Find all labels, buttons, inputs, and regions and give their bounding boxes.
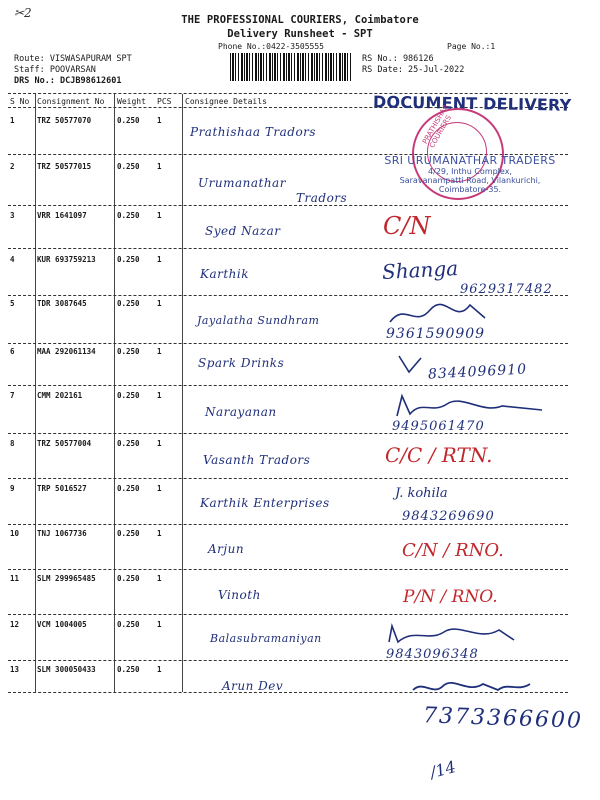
row-divider (8, 343, 568, 344)
row-sno: 9 (10, 484, 15, 493)
row-consignee: Arun Dev (222, 679, 284, 693)
row-sno: 13 (10, 665, 20, 674)
column-divider (114, 94, 115, 692)
row-consignee: Balasubramaniyan (210, 632, 322, 645)
table-bottom-rule (8, 692, 568, 693)
row-consignee: Urumanathar (198, 176, 286, 190)
row-pcs: 1 (157, 211, 162, 220)
phone-number: Phone No.:0422-3505555 (218, 42, 324, 51)
row-consignee: Vinoth (218, 588, 261, 602)
row-divider (8, 433, 568, 434)
row-divider (8, 385, 568, 386)
row-consignment: TRZ 50577004 (37, 439, 92, 448)
signature-scribble (384, 622, 524, 648)
row-weight: 0.250 (117, 116, 140, 125)
row-pcs: 1 (157, 574, 162, 583)
row-pcs: 1 (157, 162, 162, 171)
row-weight: 0.250 (117, 211, 140, 220)
row-pcs: 1 (157, 439, 162, 448)
signature-scribble (395, 352, 425, 376)
column-divider (35, 94, 36, 692)
row-divider (8, 478, 568, 479)
row-consignment: TDR 3087645 (37, 299, 87, 308)
row-sno: 12 (10, 620, 20, 629)
row-remark: C/N (383, 212, 431, 240)
barcode (230, 53, 352, 81)
row-consignment: SLM 300050433 (37, 665, 96, 674)
column-divider (182, 94, 183, 692)
row-signature: Shanga (381, 256, 459, 284)
row-consignee: Spark Drinks (198, 356, 285, 370)
row-weight: 0.250 (117, 529, 140, 538)
rs-date: RS Date: 25-Jul-2022 (362, 65, 465, 75)
courier-round-stamp-text: PRATHISHAA COURIERS (421, 103, 454, 150)
row-consignment: SLM 299965485 (37, 574, 96, 583)
row-phone: 9629317482 (460, 282, 553, 297)
row-consignment: CMM 202161 (37, 391, 83, 400)
row-consignee: Narayanan (205, 405, 277, 419)
row-weight: 0.250 (117, 574, 140, 583)
row-phone: 8344096910 (427, 361, 528, 383)
row-pcs: 1 (157, 529, 162, 538)
row-remark: C/C / RTN. (385, 443, 493, 467)
row-consignee: Karthik Enterprises (200, 496, 330, 510)
row-weight: 0.250 (117, 255, 140, 264)
row-pcs: 1 (157, 620, 162, 629)
rs-number: RS No.: 986126 (362, 54, 434, 64)
row-divider (8, 248, 568, 249)
row-consignment: MAA 292061134 (37, 347, 96, 356)
row-divider (8, 524, 568, 525)
col-consignment-header: Consignment No (37, 97, 105, 106)
row-pcs: 1 (157, 665, 162, 674)
bottom-handwritten-mark: /14 (427, 756, 458, 783)
row-consignee: Syed Nazar (205, 224, 281, 238)
page-title: THE PROFESSIONAL COURIERS, Coimbatore (181, 14, 419, 26)
row-consignment: KUR 693759213 (37, 255, 96, 264)
staff-field: Staff: POOVARSAN (14, 65, 96, 75)
page-number: Page No.:1 (447, 42, 496, 51)
col-weight-header: Weight (117, 97, 146, 106)
row-consignment: VRR 1641097 (37, 211, 87, 220)
row-phone: 9495061470 (392, 419, 485, 434)
col-pcs-header: PCS (157, 97, 172, 106)
row-divider (8, 660, 568, 661)
row-phone: 7373366600 (422, 703, 584, 734)
row-weight: 0.250 (117, 299, 140, 308)
row-consignment: VCM 1004005 (37, 620, 87, 629)
company-address-line2: Saravanampatti Road, Vilankurichi, (399, 176, 541, 185)
row-pcs: 1 (157, 484, 162, 493)
row-weight: 0.250 (117, 162, 140, 171)
row-pcs: 1 (157, 391, 162, 400)
row-consignee: Karthik (200, 267, 250, 281)
row-sno: 6 (10, 347, 15, 356)
row-phone: 9843096348 (386, 647, 479, 662)
row-weight: 0.250 (117, 439, 140, 448)
row-consignment: TNJ 1067736 (37, 529, 87, 538)
route-field: Route: VISWASAPURAM SPT (14, 54, 132, 64)
row-consignee: Prathishaa Tradors (190, 125, 317, 139)
row-phone: 9843269690 (402, 509, 495, 524)
col-sno-header: S No (10, 97, 30, 106)
row-sno: 4 (10, 255, 15, 264)
row-weight: 0.250 (117, 665, 140, 674)
row-phone: 9361590909 (386, 326, 486, 342)
company-address-stamp (374, 154, 566, 206)
row-weight: 0.250 (117, 484, 140, 493)
row-weight: 0.250 (117, 620, 140, 629)
row-remark: P/N / RNO. (403, 587, 498, 607)
drs-number: DRS No.: DCJB98612601 (14, 76, 122, 86)
row-pcs: 1 (157, 116, 162, 125)
row-weight: 0.250 (117, 391, 140, 400)
page-subtitle: Delivery Runsheet - SPT (227, 28, 373, 40)
row-pcs: 1 (157, 299, 162, 308)
row-divider (8, 569, 568, 570)
document-delivery-stamp: DOCUMENT DELIVERY (372, 92, 572, 115)
row-sno: 10 (10, 529, 20, 538)
company-address-line3: Coimbatore-35. (438, 185, 502, 194)
row-consignee-line2: Tradors (296, 191, 348, 205)
row-pcs: 1 (157, 347, 162, 356)
row-consignee: Jayalatha Sundhram (197, 314, 320, 327)
row-sno: 2 (10, 162, 15, 171)
row-signature: J. kohila (395, 486, 448, 501)
row-sno: 8 (10, 439, 15, 448)
row-sno: 11 (10, 574, 20, 583)
row-pcs: 1 (157, 255, 162, 264)
signature-scribble (392, 392, 552, 420)
row-consignee: Arjun (208, 542, 245, 556)
row-weight: 0.250 (117, 347, 140, 356)
company-name: SRI URUMANATHAR TRADERS (384, 154, 556, 167)
row-consignment: TRZ 50577070 (37, 116, 92, 125)
signature-scribble (408, 676, 538, 700)
company-address-line1: 4/29, Inthu Complex, (428, 167, 512, 176)
row-consignment: TRZ 50577015 (37, 162, 92, 171)
row-divider (8, 614, 568, 615)
row-consignment: TRP 5016527 (37, 484, 87, 493)
row-sno: 3 (10, 211, 15, 220)
row-sno: 7 (10, 391, 15, 400)
col-consignee-header: Consignee Details (185, 97, 267, 106)
row-divider (8, 295, 568, 296)
row-sno: 5 (10, 299, 15, 308)
row-consignee: Vasanth Tradors (203, 453, 311, 467)
row-remark: C/N / RNO. (402, 540, 504, 561)
top-corner-mark: ✂2 (14, 6, 32, 20)
row-sno: 1 (10, 116, 15, 125)
